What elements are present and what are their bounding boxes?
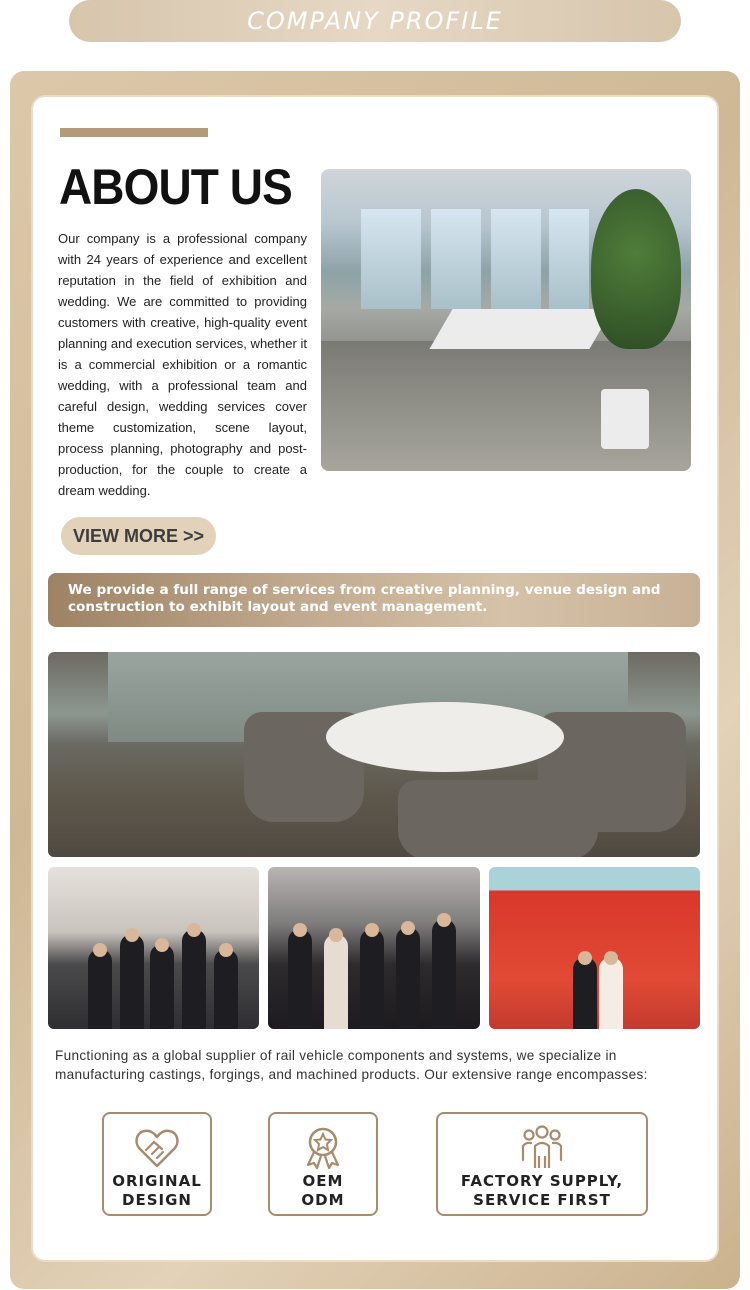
feature-label-service-first: SERVICE FIRST xyxy=(473,1191,611,1209)
feature-original-design xyxy=(102,1112,212,1216)
team-users-icon xyxy=(517,1122,567,1172)
feature-label-factory-supply: FACTORY SUPPLY, xyxy=(460,1172,624,1190)
feature-label-original: ORIGINAL xyxy=(112,1172,202,1190)
team-photo-celebration xyxy=(489,867,700,1029)
about-us-text: Our company is a professional company with 24 years of experience and excellent reputation in the field of exhibition and wedding. We are committed to providing customers with creative, high-quality event planning and execution services, whether it is a commercial exhibition or a romantic wedding, with a professional team and careful design, wedding services cover theme customization, scene layout, process planning, photography and post-production, for the couple to create a dream wedding. xyxy=(58,231,307,498)
feature-label-design: DESIGN xyxy=(122,1191,192,1209)
services-text: We provide a full range of services from creative planning, venue design and construction to exhibit layout and event management. xyxy=(68,582,661,615)
office-photo xyxy=(321,169,691,471)
handshake-heart-icon xyxy=(132,1122,182,1172)
about-us-heading: ABOUT US xyxy=(59,159,292,215)
feature-label-oem: OEM xyxy=(302,1172,344,1190)
feature-factory-supply xyxy=(436,1112,648,1216)
company-profile-title: COMPANY PROFILE xyxy=(247,7,503,35)
team-photo-staircase xyxy=(48,867,259,1029)
view-more-button[interactable]: VIEW MORE >> xyxy=(61,517,216,555)
lounge-photo xyxy=(48,652,700,857)
services-banner xyxy=(48,573,700,627)
supplier-text: Functioning as a global supplier of rail vehicle components and systems, we specialize in manufacturing castings, forgings, and machined products. Our extensive range encompasses: xyxy=(55,1048,648,1082)
accent-bar xyxy=(60,128,208,137)
award-ribbon-icon xyxy=(298,1122,348,1172)
feature-label-odm: ODM xyxy=(301,1191,345,1209)
team-photo-event xyxy=(268,867,480,1029)
feature-oem-odm xyxy=(268,1112,378,1216)
company-profile-banner xyxy=(69,0,681,42)
